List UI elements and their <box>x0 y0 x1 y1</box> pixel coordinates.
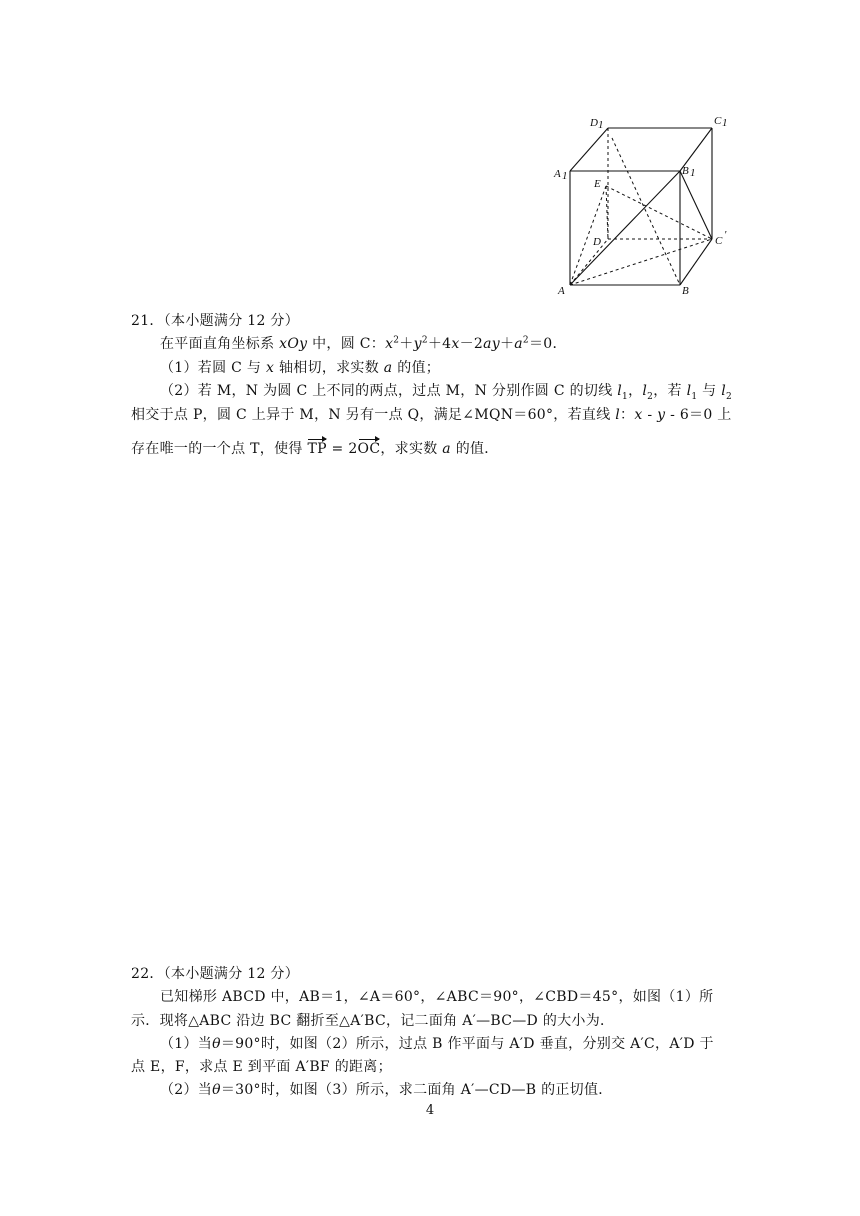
var: l <box>617 383 623 399</box>
var: x <box>634 407 643 423</box>
q22-line2: 示．现将△ABC 沿边 BC 翻折至△A′BC，记二面角 A′—BC—D 的大小为． <box>131 1013 615 1029</box>
q22-line1: 已知梯形 ABCD 中，AB＝1，∠A＝60°，∠ABC＝90°，∠CBD＝45°，如图（1）所 <box>160 989 714 1005</box>
var: l <box>615 407 621 423</box>
text: ，若 <box>653 383 687 399</box>
text: （1）若圆 C 与 <box>160 360 266 376</box>
label-e: E <box>594 178 601 190</box>
sup: 2 <box>393 335 400 346</box>
q21-part2-line1 <box>160 380 732 402</box>
var: l <box>642 383 648 399</box>
var: a <box>514 336 523 352</box>
label-b: B <box>682 285 689 297</box>
text: 相交于点 P，圆 C 上异于 M，N 另有一点 Q，满足∠MQN＝60°，若直线 <box>131 407 616 423</box>
text: ＝0． <box>528 336 567 352</box>
text: ，求实数 <box>380 441 443 457</box>
text: （2）当 <box>160 1082 213 1098</box>
text: （1）当 <box>160 1036 213 1052</box>
cube-figure <box>550 108 740 300</box>
var: y <box>657 407 666 423</box>
text: 轴相切，求实数 <box>274 360 384 376</box>
label-b1: B <box>682 165 689 177</box>
var: xOy <box>279 336 308 352</box>
text: ＝30°时，如图（3）所示，求二面角 A′—CD—B 的正切值． <box>220 1082 613 1098</box>
var: l <box>686 383 692 399</box>
vector-oc: OC <box>357 441 381 457</box>
label-a1-sub: 1 <box>562 170 568 182</box>
label-c-prime: ' <box>724 229 727 241</box>
q21-stem <box>160 333 567 353</box>
text: ： <box>620 407 635 423</box>
text: ， <box>628 383 643 399</box>
var: ay <box>483 336 500 352</box>
cube-diagram <box>550 108 740 300</box>
var: y <box>413 336 422 352</box>
text: 的值； <box>392 360 441 376</box>
sup: 2 <box>522 335 529 346</box>
sub: 1 <box>622 391 629 402</box>
text: －2 <box>459 336 484 352</box>
label-c1-sub: 1 <box>722 117 728 129</box>
q21-part1 <box>160 357 440 377</box>
label-c1: C <box>714 115 722 127</box>
var: a <box>442 441 451 457</box>
text: ＋ <box>399 336 414 352</box>
var: a <box>383 360 393 376</box>
label-a: A <box>558 285 565 297</box>
var: l <box>721 383 726 399</box>
var: x <box>385 336 394 352</box>
label-d1: D <box>590 117 598 129</box>
label-a1: A <box>554 168 561 180</box>
q21-part2-line3 <box>131 438 499 458</box>
q22-line3 <box>160 1033 714 1053</box>
text: 的值． <box>450 441 499 457</box>
label-d1-sub: 1 <box>598 119 604 131</box>
sub: 1 <box>691 391 698 402</box>
theta: θ <box>212 1036 221 1052</box>
text: - <box>642 407 658 423</box>
var: x <box>451 336 460 352</box>
vector-tp: TP <box>307 441 327 457</box>
q22-line5 <box>160 1079 613 1099</box>
text: 在平面直角坐标系 <box>160 336 280 352</box>
text: 与 <box>697 383 722 399</box>
q22-header: 22．（本小题满分 12 分） <box>131 966 300 982</box>
theta: θ <box>212 1082 221 1098</box>
var: x <box>265 360 275 376</box>
q21-header: 21．（本小题满分 12 分） <box>131 313 300 329</box>
label-b1-sub: 1 <box>690 167 696 179</box>
text: 存在唯一的一个点 T，使得 <box>131 441 308 457</box>
text: - 6＝0 上 <box>665 407 732 423</box>
text: ＝90°时，如图（2）所示，过点 B 作平面与 A′D 垂直，分别交 A′C，A′D 于 <box>220 1036 714 1052</box>
text: ＋ <box>499 336 515 352</box>
q22-line4: 点 E，F，求点 E 到平面 A′BF 的距离； <box>131 1059 392 1075</box>
label-c: C <box>715 235 723 247</box>
text: （2）若 M，N 为圆 C 上不同的两点，过点 M，N 分别作圆 C 的切线 <box>160 383 618 399</box>
label-d: D <box>593 236 601 248</box>
sup: 2 <box>421 335 428 346</box>
text: = 2 <box>326 441 358 457</box>
q21-part2-line2 <box>131 404 732 424</box>
page-number: 4 <box>425 1103 435 1118</box>
sub: 2 <box>647 391 654 402</box>
text: ＋4 <box>427 336 452 352</box>
text: 中，圆 C： <box>307 336 386 352</box>
sub: 2 <box>725 391 732 402</box>
